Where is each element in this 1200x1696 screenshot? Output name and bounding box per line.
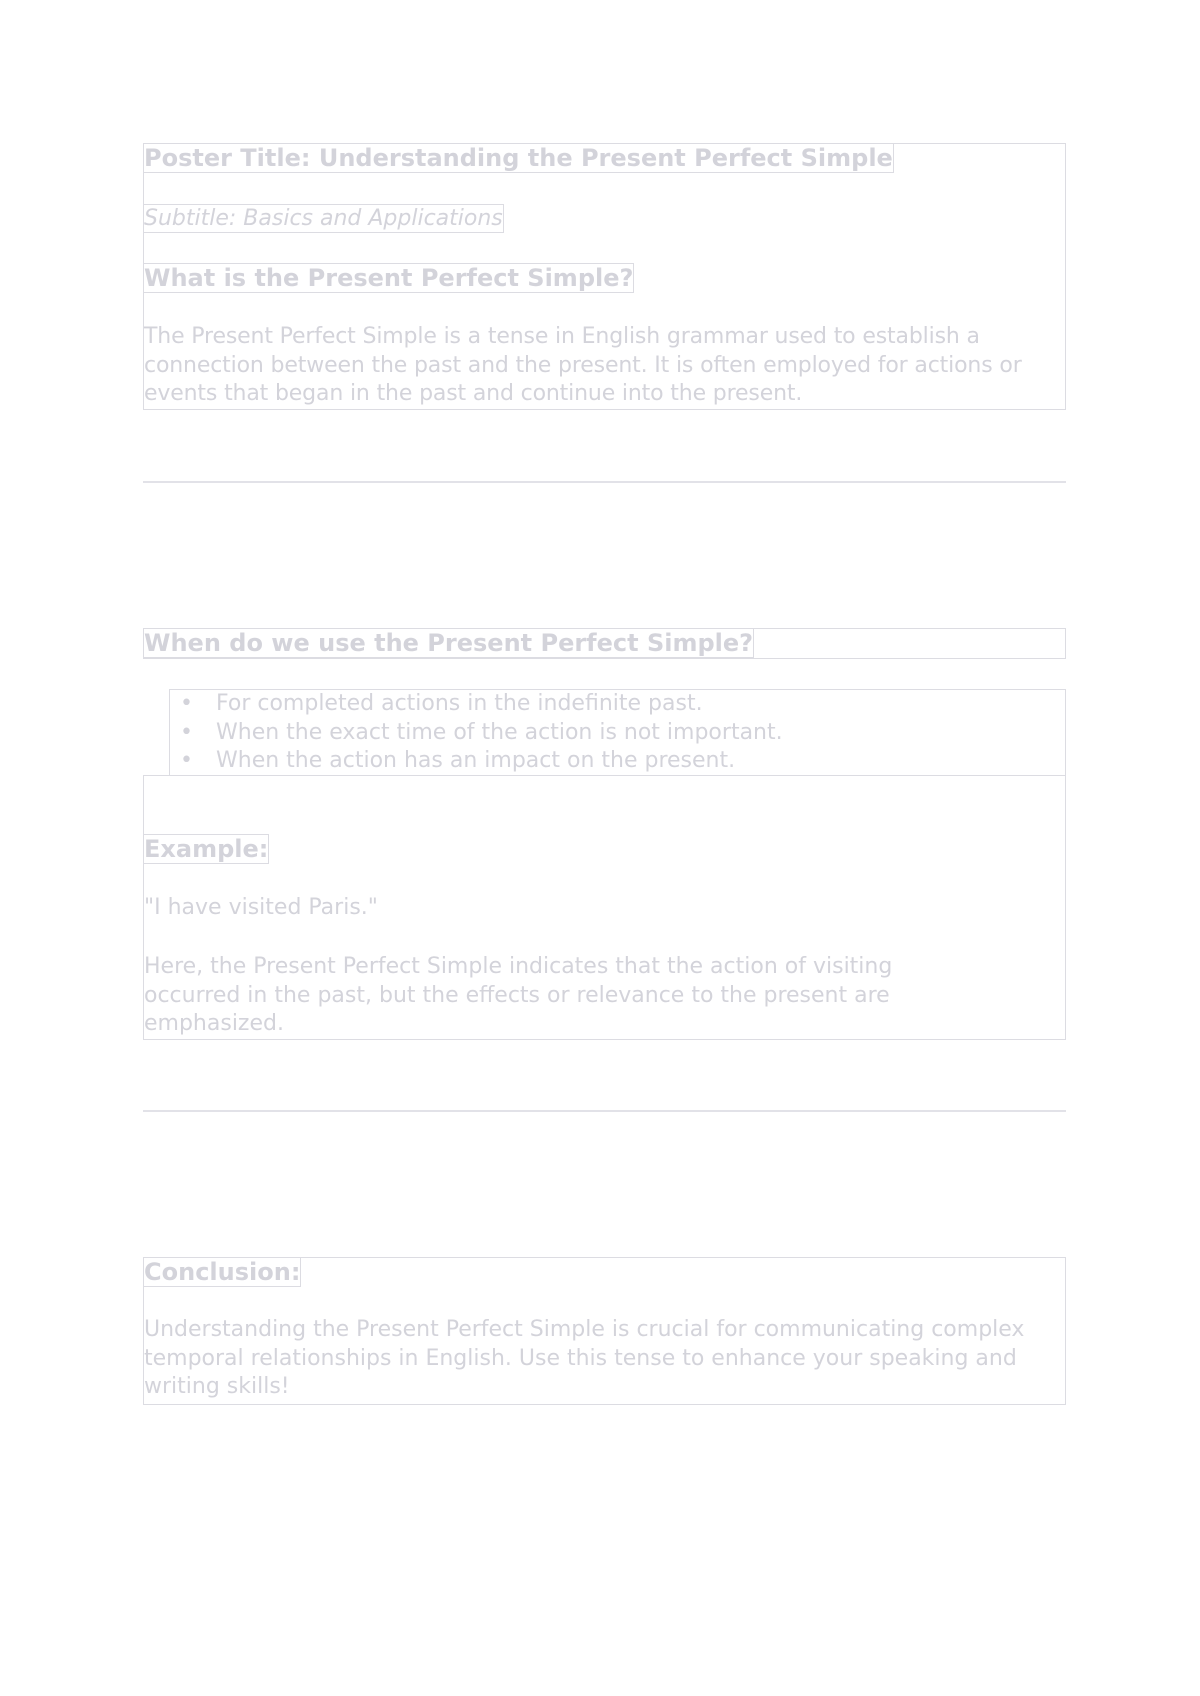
list-item — [170, 690, 1065, 719]
bullet-icon: • — [180, 719, 193, 745]
bullet-icon: • — [180, 691, 193, 716]
bullet-icon: • — [180, 748, 193, 773]
example-quote: "I have visited Paris." — [144, 895, 378, 920]
usage-list — [169, 689, 1066, 776]
example-heading: Example: — [144, 835, 269, 863]
usage-heading: When do we use the Present Perfect Simple? — [144, 629, 754, 657]
example-section — [143, 775, 1066, 1040]
list-item — [170, 747, 1065, 776]
usage-heading-box — [143, 628, 1066, 659]
example-explanation: Here, the Present Perfect Simple indicates that the action of visiting occurred in the past, but the effects or relevance to the present are emphasized. — [144, 954, 893, 1036]
conclusion-body: Understanding the Present Perfect Simple is crucial for communicating complex temporal relationships in English. Use this tense to enhance your speaking and writing skills! — [144, 1317, 1025, 1399]
intro-section — [143, 143, 1066, 410]
divider-2 — [143, 1110, 1066, 1112]
list-item-text: For completed actions in the indefinite past. — [216, 691, 703, 716]
poster-subtitle: Subtitle: Basics and Applications — [144, 206, 503, 231]
poster-page — [143, 0, 1066, 1696]
intro-body: The Present Perfect Simple is a tense in English grammar used to establish a connection between the past and the present. It is often employed for actions or events that began in the past and continue into the present. — [144, 324, 1022, 406]
conclusion-heading: Conclusion: — [144, 1258, 301, 1286]
poster-title: Poster Title: Understanding the Present Perfect Simple — [144, 144, 893, 172]
list-item-text: When the action has an impact on the present. — [216, 748, 736, 773]
conclusion-section — [143, 1257, 1066, 1405]
list-item-text: When the exact time of the action is not important. — [216, 719, 783, 745]
intro-heading: What is the Present Perfect Simple? — [144, 264, 634, 292]
divider-1 — [143, 481, 1066, 483]
list-item — [170, 719, 1065, 748]
